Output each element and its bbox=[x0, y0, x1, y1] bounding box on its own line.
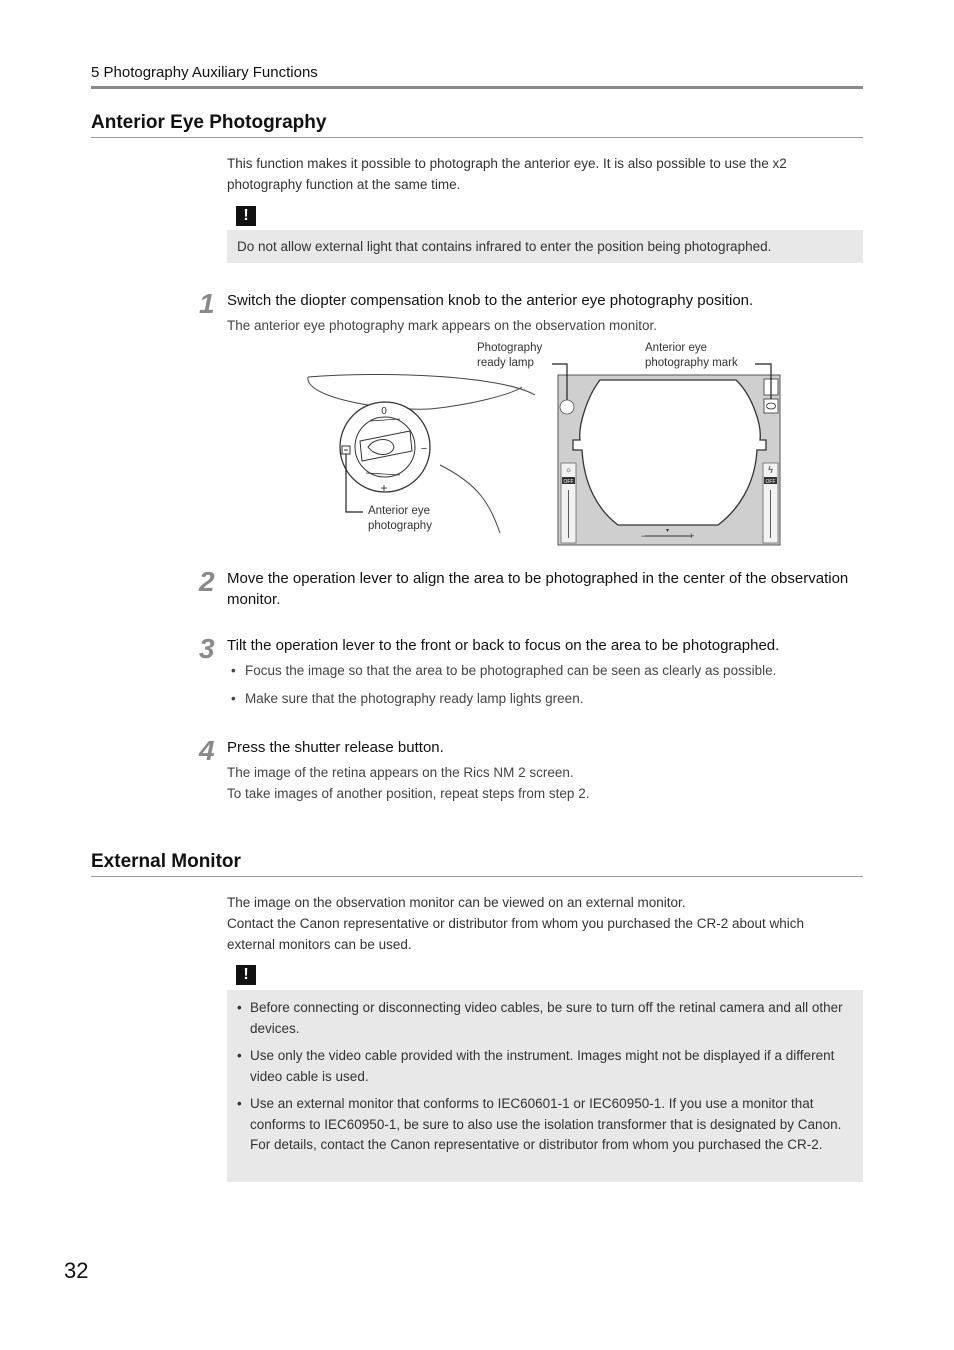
observation-monitor bbox=[558, 375, 780, 545]
svg-text:+: + bbox=[689, 531, 695, 541]
knob-label-right: − bbox=[420, 443, 428, 455]
step-title: Move the operation lever to align the area to be photographed in the center of the observation monitor. bbox=[227, 570, 849, 608]
svg-text:−: − bbox=[641, 531, 647, 541]
knob-caption-line1: Anterior eye bbox=[368, 505, 431, 517]
caution-text: Do not allow external light that contains infrared to enter the position being photographed. bbox=[237, 239, 772, 254]
knob-caption-line2: photography bbox=[368, 520, 432, 532]
step-note: The image of the retina appears on the Rics NM 2 screen. bbox=[227, 765, 574, 780]
external-intro-1: The image on the observation monitor can be viewed on an external monitor. bbox=[227, 895, 686, 910]
lamp-caption-line1: Photography bbox=[477, 342, 543, 354]
step-note: To take images of another position, repeat steps from step 2. bbox=[227, 786, 590, 801]
camera-body-outline bbox=[430, 387, 522, 409]
lamp-caption-line2: ready lamp bbox=[477, 357, 534, 369]
step-title: Switch the diopter compensation knob to the anterior eye photography position. bbox=[227, 292, 754, 309]
camera-body-outline bbox=[440, 465, 500, 533]
step-title: Press the shutter release button. bbox=[227, 739, 444, 756]
step-number: 4 bbox=[199, 735, 215, 766]
knob-label-bottom: + bbox=[380, 481, 388, 495]
caution-icon: ! bbox=[236, 206, 256, 226]
mark-caption-line2: photography mark bbox=[645, 357, 738, 369]
external-intro-2: Contact the Canon representative or distributor from whom you purchased the CR-2 about which external monitors can be used. bbox=[227, 916, 805, 952]
bullet-item: • Focus the image so that the area to be photographed can be seen as clearly as possible. bbox=[231, 663, 777, 678]
caution-item: • Use only the video cable provided with the instrument. Images might not be displayed if a different video cable is used. bbox=[237, 1046, 849, 1087]
step-note: The anterior eye photography mark appears on the observation monitor. bbox=[227, 318, 658, 333]
header-divider bbox=[91, 86, 863, 89]
caution-item: • Use an external monitor that conforms to IEC60601-1 or IEC60950-1. If you use a monitor that conforms to IEC60950-1, be sure to also use the isolation transformer that is designated by Canon. For details, contact the Canon representative or distributor from whom you purchased the CR-2. bbox=[237, 1094, 849, 1156]
mark-caption-line1: Anterior eye bbox=[645, 342, 708, 354]
page-number: 32 bbox=[64, 1258, 89, 1283]
bullet-item: • Make sure that the photography ready lamp lights green. bbox=[231, 691, 584, 706]
step-number: 1 bbox=[199, 288, 215, 319]
flash-icon: ϟ bbox=[767, 466, 774, 476]
off-text-right: OFF bbox=[765, 479, 776, 485]
step-number: 2 bbox=[199, 566, 215, 597]
svg-text:▾: ▾ bbox=[666, 527, 670, 534]
anterior-intro: This function makes it possible to photograph the anterior eye. It is also possible to use the x2 photography function at the same time. bbox=[227, 156, 787, 192]
step-title: Tilt the operation lever to the front or back to focus on the area to be photographed. bbox=[227, 637, 780, 654]
retina-frame bbox=[573, 380, 766, 525]
section-divider bbox=[91, 876, 863, 877]
caution-box bbox=[227, 990, 863, 1182]
caution-item: • Before connecting or disconnecting video cables, be sure to turn off the retinal camera and all other devices. bbox=[237, 998, 849, 1039]
knob-label-top: 0 bbox=[381, 406, 387, 417]
anterior-eye-figure bbox=[300, 335, 790, 550]
camera-body-outline bbox=[308, 374, 535, 395]
chapter-header: 5 Photography Auxiliary Functions bbox=[91, 64, 318, 81]
step-number: 3 bbox=[199, 633, 215, 664]
caution-icon: ! bbox=[236, 965, 256, 985]
section-title-external: External Monitor bbox=[91, 851, 241, 872]
light-icon: ☼ bbox=[564, 465, 573, 474]
section-divider bbox=[91, 137, 863, 138]
section-title-anterior: Anterior Eye Photography bbox=[91, 112, 327, 133]
caution-box bbox=[227, 230, 863, 263]
off-text-left: OFF bbox=[563, 479, 574, 485]
ready-lamp bbox=[560, 400, 574, 414]
